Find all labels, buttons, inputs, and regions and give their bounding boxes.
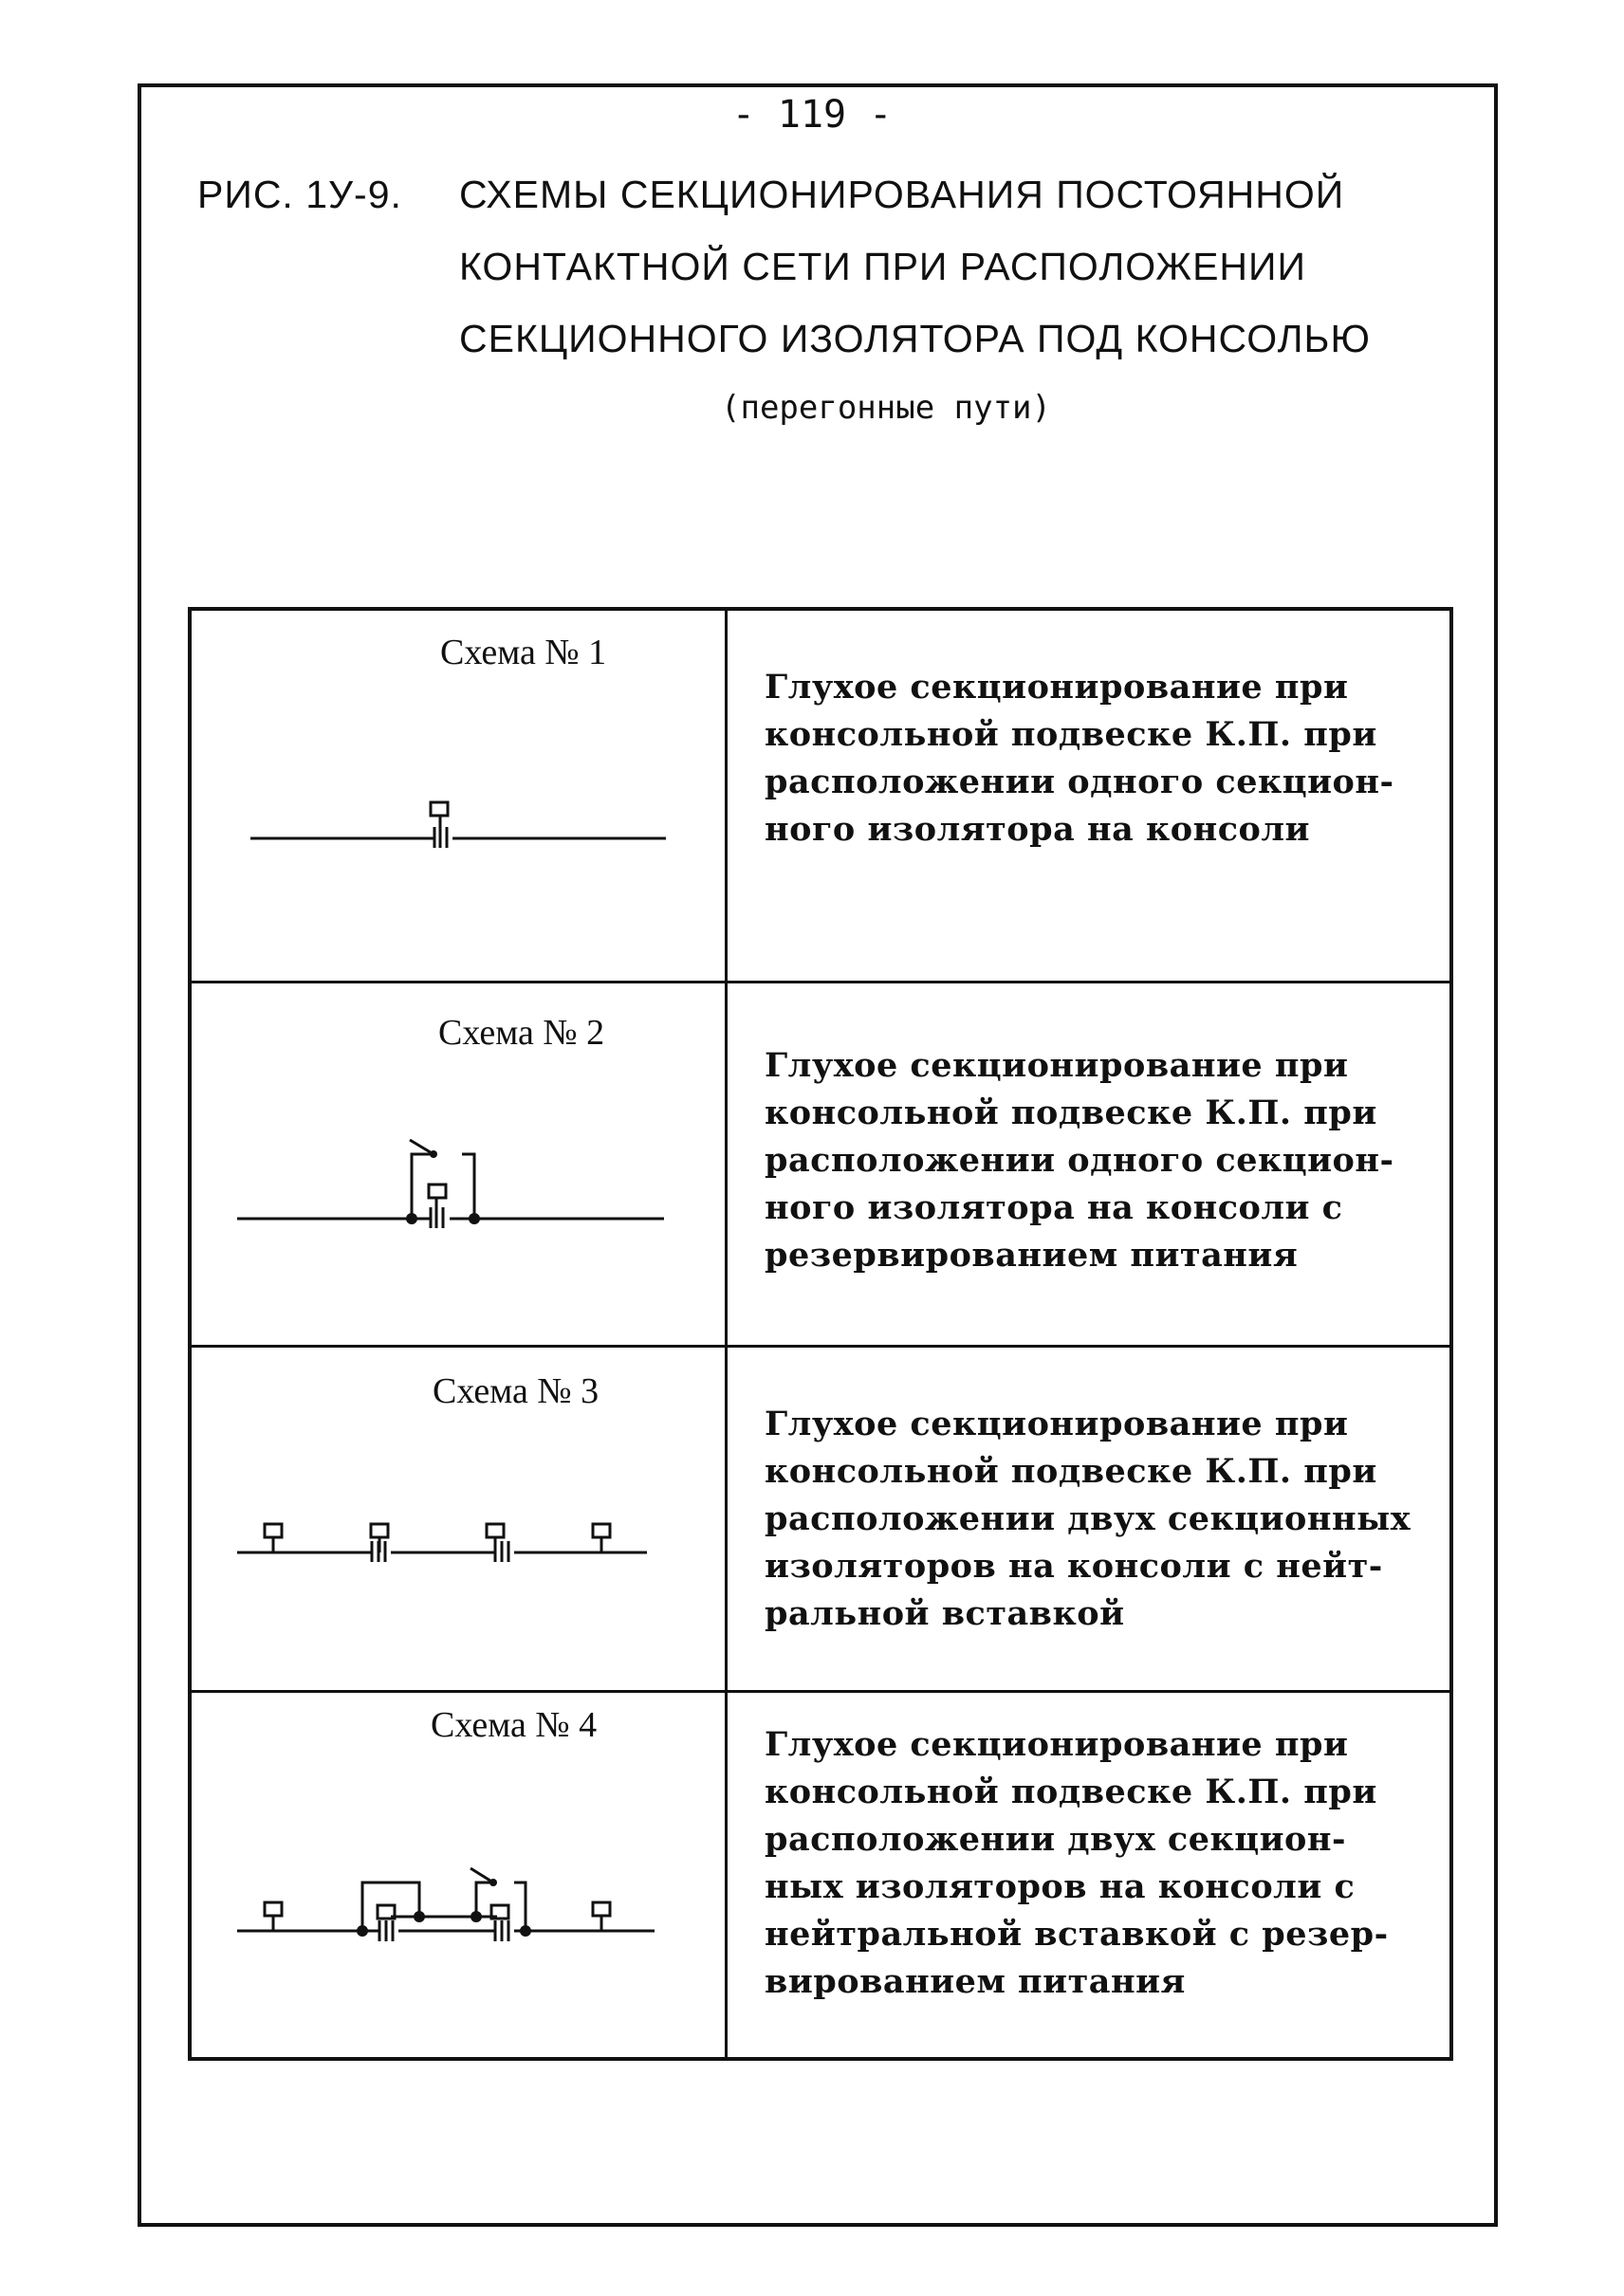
column-divider xyxy=(725,611,728,981)
scheme-row-3 xyxy=(192,1345,1449,1693)
bypass-loop-right xyxy=(462,1154,474,1219)
scheme-3-diagram xyxy=(192,1348,723,1693)
figure-title-line-1: СХЕМЫ СЕКЦИОНИРОВАНИЯ ПОСТОЯННОЙ xyxy=(459,173,1345,216)
connection-node xyxy=(520,1925,531,1937)
scheme-description: Глухое секционирование при консольной подвеске К.П. при расположении двух секционных изоляторов на консоли с нейт- ральной вставкой xyxy=(765,1405,1412,1633)
console-clamp xyxy=(431,802,448,816)
scheme-label: Схема № 3 xyxy=(433,1371,600,1411)
console-clamp xyxy=(265,1902,282,1916)
scheme-row-1 xyxy=(192,611,1449,981)
figure-title-line-3: СЕКЦИОННОГО ИЗОЛЯТОРА ПОД КОНСОЛЬЮ xyxy=(459,317,1371,360)
column-divider xyxy=(725,1693,728,2060)
figure-title-line-2: КОНТАКТНОЙ СЕТИ ПРИ РАСПОЛОЖЕНИИ xyxy=(459,245,1306,288)
connection-node xyxy=(471,1911,482,1922)
scheme-row-4 xyxy=(192,1690,1449,2060)
scheme-description: Глухое секционирование при консольной подвеске К.П. при расположении одного секцион- ного изолятора на консоли xyxy=(765,668,1394,849)
console-clamp xyxy=(593,1902,610,1916)
column-divider xyxy=(725,1348,728,1693)
scheme-label: Схема № 2 xyxy=(438,1013,605,1053)
scheme-table xyxy=(188,607,1453,2061)
scheme-2-diagram xyxy=(192,983,723,1348)
console-clamp xyxy=(487,1524,504,1537)
scheme-description: Глухое секционирование при консольной подвеске К.П. при расположении одного секцион- ного изолятора на консоли с резервированием питания xyxy=(765,1046,1394,1275)
bypass-loop-2-right xyxy=(514,1883,526,1931)
scheme-description: Глухое секционирование при консольной подвеске К.П. при расположении двух секцион- ных изоляторов на консоли с нейтральной вставкой с резер- вированием питания xyxy=(765,1725,1389,2001)
console-clamp xyxy=(429,1185,446,1198)
connection-node xyxy=(469,1213,480,1224)
switch-pivot xyxy=(489,1879,497,1886)
scheme-label: Схема № 4 xyxy=(431,1705,598,1745)
switch-pivot xyxy=(430,1150,437,1158)
scheme-4-diagram xyxy=(192,1693,723,2060)
console-clamp xyxy=(265,1524,282,1537)
column-divider xyxy=(725,983,728,1348)
scheme-row-2 xyxy=(192,981,1449,1348)
figure-number: РИС. 1У-9. xyxy=(197,173,402,216)
scheme-1-diagram xyxy=(192,611,723,981)
page-number: - 119 - xyxy=(731,93,893,137)
connection-node xyxy=(414,1911,425,1922)
connection-node xyxy=(406,1213,417,1224)
scheme-label: Схема № 1 xyxy=(440,633,607,672)
disconnector-switch xyxy=(471,1868,493,1883)
disconnector-switch xyxy=(410,1140,434,1154)
connection-node xyxy=(357,1925,368,1937)
console-clamp xyxy=(371,1524,388,1537)
console-clamp xyxy=(593,1524,610,1537)
figure-subtitle: (перегонные пути) xyxy=(721,389,1051,427)
